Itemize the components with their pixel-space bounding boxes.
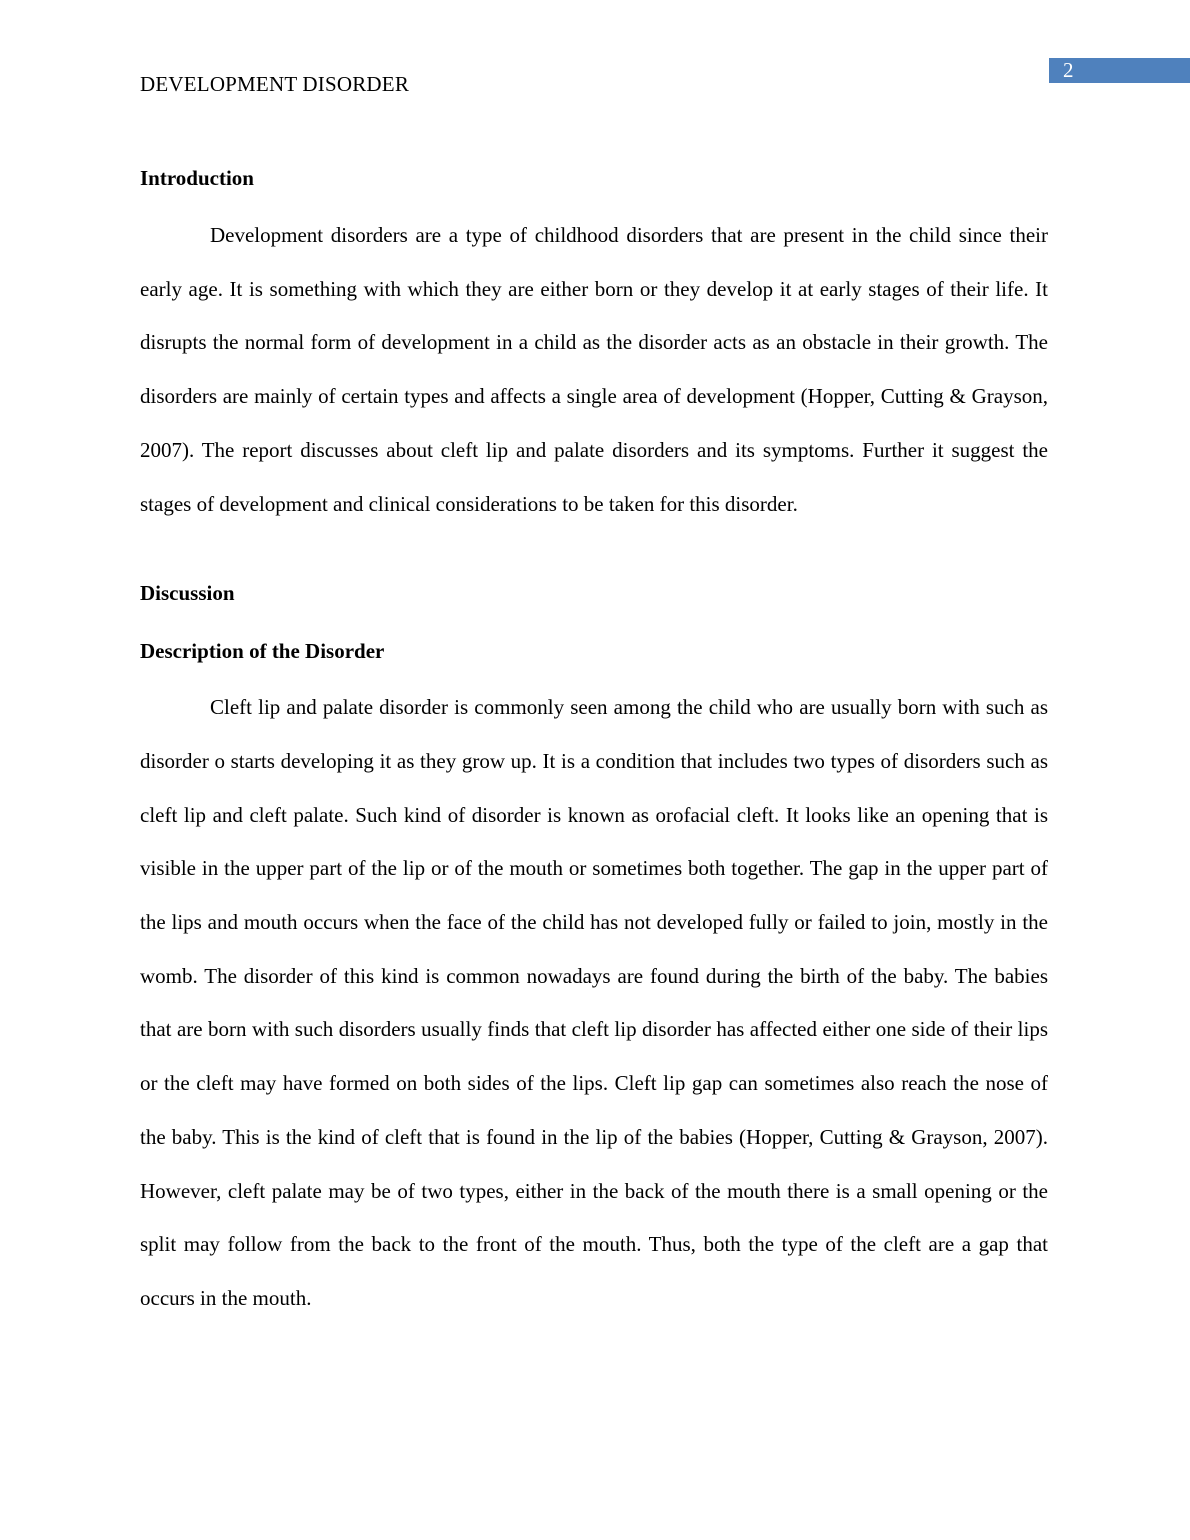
introduction-heading: Introduction [140, 166, 254, 190]
page-number: 2 [1063, 58, 1074, 82]
page-number-bar [1049, 58, 1190, 83]
introduction-paragraph: Development disorders are a type of childhood disorders that are present in the child since their early age. It is something with which they are either born or they develop it at early stages of their life. It disrupts the normal form of development in a child as the disorder acts as an obstacle in their growth. The disorders are mainly of certain types and affects a single area of development (Hopper, Cutting & Grayson, 2007). The report discusses about cleft lip and palate disorders and its symptoms. Further it suggest the stages of development and clinical considerations to be taken for this disorder. [140, 223, 1048, 516]
discussion-heading: Discussion [140, 581, 235, 606]
description-subheading: Description of the Disorder [140, 639, 385, 664]
description-paragraph: Cleft lip and palate disorder is commonly seen among the child who are usually born with such as disorder o starts developing it as they grow up. It is a condition that includes two types of disorders such as cleft lip and cleft palate. Such kind of disorder is known as orofacial cleft. It looks like an opening that is visible in the upper part of the lip or of the mouth or sometimes both together. The gap in the upper part of the lips and mouth occurs when the face of the child has not developed fully or failed to join, mostly in the womb. The disorder of this kind is common nowadays are found during the birth of the baby. The babies that are born with such disorders usually finds that cleft lip disorder has affected either one side of their lips or the cleft may have formed on both sides of the lips. Cleft lip gap can sometimes also reach the nose of the baby. This is the kind of cleft that is found in the lip of the babies (Hopper, Cutting & Grayson, 2007). However, cleft palate may be of two types, either in the back of the mouth there is a small opening or the split may follow from the back to the front of the mouth. Thus, both the type of the cleft are a gap that occurs in the mouth. [140, 695, 1048, 1310]
running-head: DEVELOPMENT DISORDER [140, 72, 410, 96]
document-body [140, 162, 1048, 1326]
